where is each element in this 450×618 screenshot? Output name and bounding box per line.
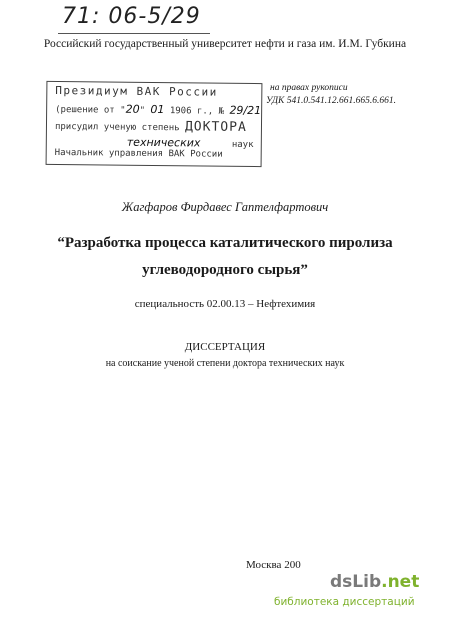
manuscript-rights-note: на правах рукописи [270,83,348,93]
handwritten-catalog-number: 71: 06-5/29 [62,4,201,29]
stamp-line-degree [55,118,247,135]
stamp-decision-day: 20 [125,102,140,116]
logo-tld: .net [381,572,420,592]
author-name: Жагфаров Фирдавес Гаптелфартович [121,200,329,214]
stamp-decision-number: 29/21 [229,103,262,118]
catalog-number-underline [58,33,210,34]
udk-code: УДК 541.0.541.12.661.665.6.661. [266,96,396,106]
specialty-line: специальность 02.00.13 – Нефтехимия [134,298,316,310]
stamp-line-presidium: Президиум ВАК России [55,83,218,99]
stamp-decision-sep: " [139,105,146,116]
stamp-degree-prefix: присудил ученую степень [54,121,180,134]
dslib-tagline: библиотека диссертаций [274,596,415,608]
stamp-line-decision [55,102,261,117]
university-name: Российский государственный университет нефти и газа им. И.М. Губкина [43,38,407,50]
logo-main: dsLib [330,572,382,592]
stamp-decision-year: 1906 г., № [169,106,225,117]
stamp-degree-value: ДОКТОРА [184,119,247,135]
city-year: Москва 200 [246,559,301,571]
stamp-decision-month: 01 [150,102,165,117]
document-type: ДИССЕРТАЦИЯ [184,341,266,353]
dslib-logo[interactable] [330,572,419,592]
stamp-line-head: Начальник управления ВАК России [54,147,223,160]
degree-line: на соискание ученой степени доктора технических наук [105,358,345,369]
vak-stamp [46,81,263,167]
stamp-field-value: технических [126,135,201,150]
stamp-decision-prefix: (решение от " [55,104,126,116]
stamp-field-suffix: наук [231,139,254,151]
dissertation-title: “Разработка процесса каталитического пиролиза углеводородного сырья” [57,235,393,278]
